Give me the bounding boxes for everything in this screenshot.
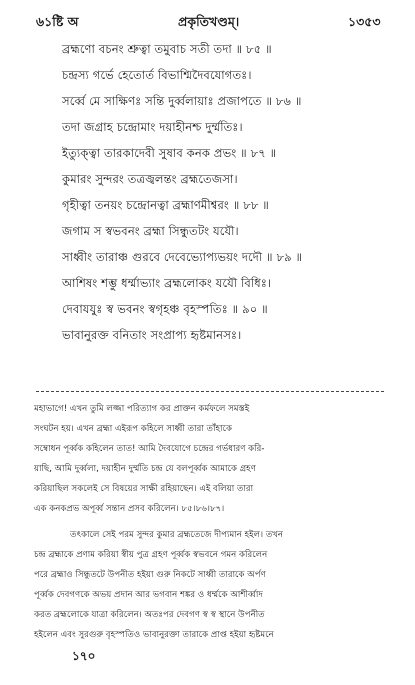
verse-line: ব্রহ্মণো বচনং শ্রুত্বা তমুবাচ সতী তদা ॥ ৮৫ ॥ bbox=[62, 42, 272, 56]
prose-line: করত ব্রহ্মলোকে যাত্রা করিলেন। অতঃপর দেবগণ স্ব স্ব স্থানে উপনীত bbox=[34, 610, 265, 620]
chapter-marker: ৬১ষ্টি অ bbox=[36, 14, 79, 29]
page-header bbox=[0, 6, 415, 36]
verse-line: জগাম স স্বভবনং ব্রহ্মা সিন্ধুতটং যযৌ। bbox=[62, 224, 239, 238]
prose-line: চন্দ্র ব্রহ্মাকে প্রণাম করিয়া স্বীয় পুত্র গ্রহণ পূর্ব্বক স্বভবনে গমন করিলেন bbox=[34, 550, 268, 560]
verse-line: কুমারং সুন্দরং তত্রজ্বলন্তং ব্রহ্মতেজসা। bbox=[62, 172, 238, 186]
prose-line: পরে ব্রহ্মাও সিন্ধুতটে উপনীত হইয়া গুরু নিকটে সাধ্বী তারাকে অর্পণ bbox=[34, 570, 266, 580]
page-footer-number: ১৭০ bbox=[72, 649, 96, 663]
prose-line: পূর্ব্বক দেবগণকে অভয় প্রদান আর ভগবান শঙ্কর ও ধর্ম্মকে আশীর্ব্বাদ bbox=[34, 590, 263, 600]
prose-line: মহাভাগে! এখন তুমি লজ্জা পরিত্যাগ কর প্রাক্তন কর্মফলে সমস্তই bbox=[34, 404, 250, 414]
prose-line: সম্বোধন পূর্ব্বক কহিলেন তাত! আমি দৈবযোগে চন্দ্রের গর্ভধারণ করি- bbox=[34, 444, 265, 454]
verse-line: আশিষং শম্ভু ধর্ম্মাভ্যাং ব্রহ্মলোকং যযৌ বিধিঃ। bbox=[62, 276, 272, 290]
prose-line: এক কনকপ্রভ অপূর্ব্ব সন্তান প্রসব করিলেন। ৮৫।৮৬।৮৭। bbox=[34, 504, 225, 514]
prose-line: করিয়াছিল সকলেই সে বিষয়ের সাক্ষী রহিয়াছেন। এই বলিয়া তারা bbox=[34, 484, 254, 494]
verse-line: সাধ্বীং তারাঞ্চ গুরবে দেবেভ্যোপ্যভয়ং দদৌ ॥ ৮৯ ॥ bbox=[62, 250, 303, 264]
prose-line: য়াছি, আমি দুর্ব্বলা, দয়াহীন দুর্ম্মতি চন্দ্র যে বলপূর্ব্বক আমাকে গ্রহণ bbox=[34, 464, 256, 474]
verse-line: ইত্যুক্ত্বা তারকাদেবী সুষাব কনক প্রভং ॥ ৮৭ ॥ bbox=[62, 146, 277, 160]
verse-line: গৃহীত্বা তনয়ং চন্দ্রোনত্বা ব্রহ্মাণমীশ্বরং ॥ ৮৮ ॥ bbox=[62, 198, 269, 212]
verse-line: ভাবানুরক্ত বনিতাং সংপ্রাপ্য হৃষ্টমানসঃ। bbox=[62, 328, 242, 342]
page-number-top: ১৩৫৩ bbox=[348, 14, 381, 29]
section-divider bbox=[36, 391, 384, 392]
verse-line: সর্ব্বে মে সাক্ষিণঃ সন্তি দুর্ব্বলায়াঃ প্রজাপতে ॥ ৮৬ ॥ bbox=[62, 94, 302, 108]
prose-line: সংঘটন হয়। এখন ব্রহ্মা এইরূপ কহিলে সাধ্বী তারা তাঁহাকে bbox=[34, 424, 232, 434]
prose-line: তৎকালে সেই পরম সুন্দর কুমার ব্রহ্মতেজে দীপ্যমান হইল। তখন bbox=[70, 530, 284, 540]
verse-line: দেবাযযুঃ স্ব ভবনং স্বগৃহঞ্চ বৃহস্পতিঃ ॥ ৯০ ॥ bbox=[62, 302, 268, 316]
verse-line: তদা জগ্রাহ চন্দ্রোমাং দয়াহীনশ্চ দুর্ম্মতিঃ। bbox=[62, 120, 243, 134]
prose-line: হইলেন এবং সুরগুরু বৃহস্পতিও ভাবানুরক্তা তারাকে প্রাপ্ত হইয়া হৃষ্টমনে bbox=[34, 630, 274, 640]
section-title: প্রকৃতিখণ্ডম্। bbox=[178, 14, 240, 29]
verse-line: চন্দ্রস্য গর্ভে হেতোর্ত বিভাশ্মিদৈবযোগতঃ। bbox=[62, 68, 252, 82]
